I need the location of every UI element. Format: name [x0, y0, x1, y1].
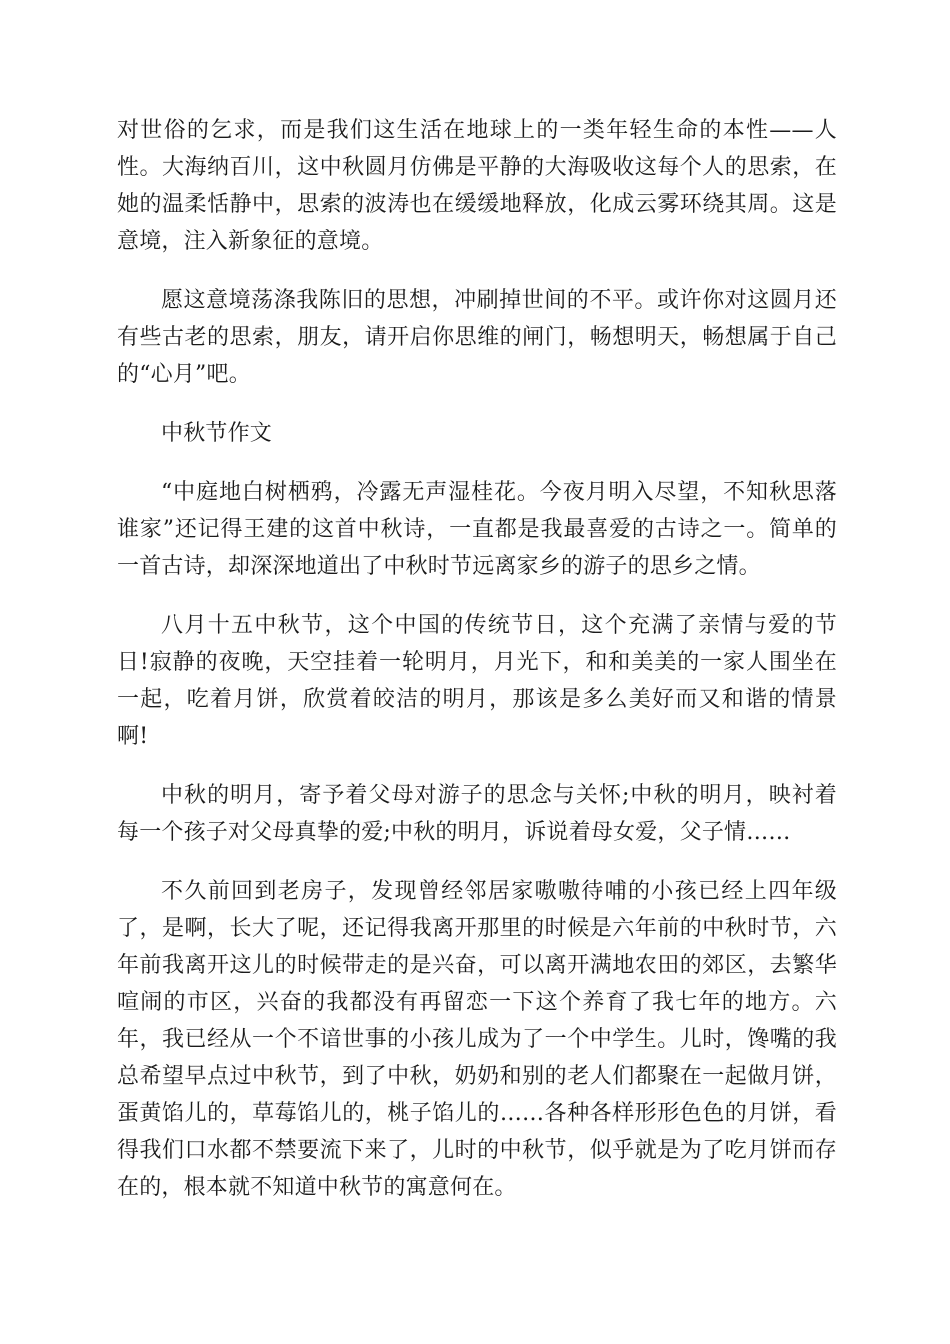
- text-line: 每一个孩子对父母真挚的爱;中秋的明月，诉说着母女爱，父子情……: [117, 820, 791, 845]
- text-line: 愿这意境荡涤我陈旧的思想，冲刷掉世间的不平。或许你对这圆月还: [161, 288, 837, 313]
- text-line: 总希望早点过中秋节，到了中秋，奶奶和别的老人们都聚在一起做月饼，: [117, 1064, 837, 1089]
- heading-text: 中秋节作文: [161, 421, 273, 446]
- text-line: 有些古老的思索，朋友，请开启你思维的闸门，畅想明天，畅想属于自己: [117, 325, 837, 350]
- text-line: 谁家”还记得王建的这首中秋诗，一直都是我最喜爱的古诗之一。简单的: [117, 517, 837, 542]
- text-line: 了，是啊，长大了呢，还记得我离开那里的时候是六年前的中秋时节，六: [117, 916, 837, 941]
- text-line: 在的，根本就不知道中秋节的寓意何在。: [117, 1175, 517, 1200]
- paragraph-1: [117, 112, 837, 260]
- text-line: 蛋黄馅儿的，草莓馅儿的，桃子馅儿的……各种各样形形色色的月饼，看: [117, 1101, 837, 1126]
- text-line: 中秋的明月，寄予着父母对游子的思念与关怀;中秋的明月，映衬着: [161, 783, 837, 808]
- text-line: 得我们口水都不禁要流下来了，儿时的中秋节，似乎就是为了吃月饼而存: [117, 1138, 837, 1163]
- paragraph-5: [117, 777, 837, 851]
- section-heading: [117, 415, 837, 452]
- text-line: 日!寂静的夜晚，天空挂着一轮明月，月光下，和和美美的一家人围坐在: [117, 650, 837, 675]
- text-line: 性。大海纳百川，这中秋圆月仿佛是平静的大海吸收这每个人的思索，在: [117, 155, 837, 180]
- document-body: [117, 112, 837, 1228]
- text-line: 对世俗的乞求，而是我们这生活在地球上的一类年轻生命的本性——人: [117, 118, 837, 143]
- text-line: 她的温柔恬静中，思索的波涛也在缓缓地释放，化成云雾环绕其周。这是: [117, 192, 837, 217]
- text-line: 不久前回到老房子，发现曾经邻居家嗷嗷待哺的小孩已经上四年级: [161, 879, 837, 904]
- text-line: 喧闹的市区，兴奋的我都没有再留恋一下这个养育了我七年的地方。六: [117, 990, 837, 1015]
- paragraph-6: [117, 873, 837, 1206]
- text-line: “中庭地白树栖鸦，冷露无声湿桂花。今夜月明入尽望，不知秋思落: [161, 480, 837, 505]
- text-line: 年前我离开这儿的时候带走的是兴奋，可以离开满地农田的郊区，去繁华: [117, 953, 837, 978]
- text-line: 八月十五中秋节，这个中国的传统节日，这个充满了亲情与爱的节: [161, 613, 837, 638]
- text-line: 年，我已经从一个不谙世事的小孩儿成为了一个中学生。儿时，馋嘴的我: [117, 1027, 837, 1052]
- text-line: 的“心月”吧。: [117, 362, 251, 387]
- paragraph-2: [117, 282, 837, 393]
- paragraph-4: [117, 607, 837, 755]
- text-line: 意境，注入新象征的意境。: [117, 229, 384, 254]
- text-line: 一起，吃着月饼，欣赏着皎洁的明月，那该是多么美好而又和谐的情景: [117, 687, 837, 712]
- paragraph-3: [117, 474, 837, 585]
- text-line: 一首古诗，却深深地道出了中秋时节远离家乡的游子的思乡之情。: [117, 554, 761, 579]
- text-line: 啊!: [117, 724, 149, 749]
